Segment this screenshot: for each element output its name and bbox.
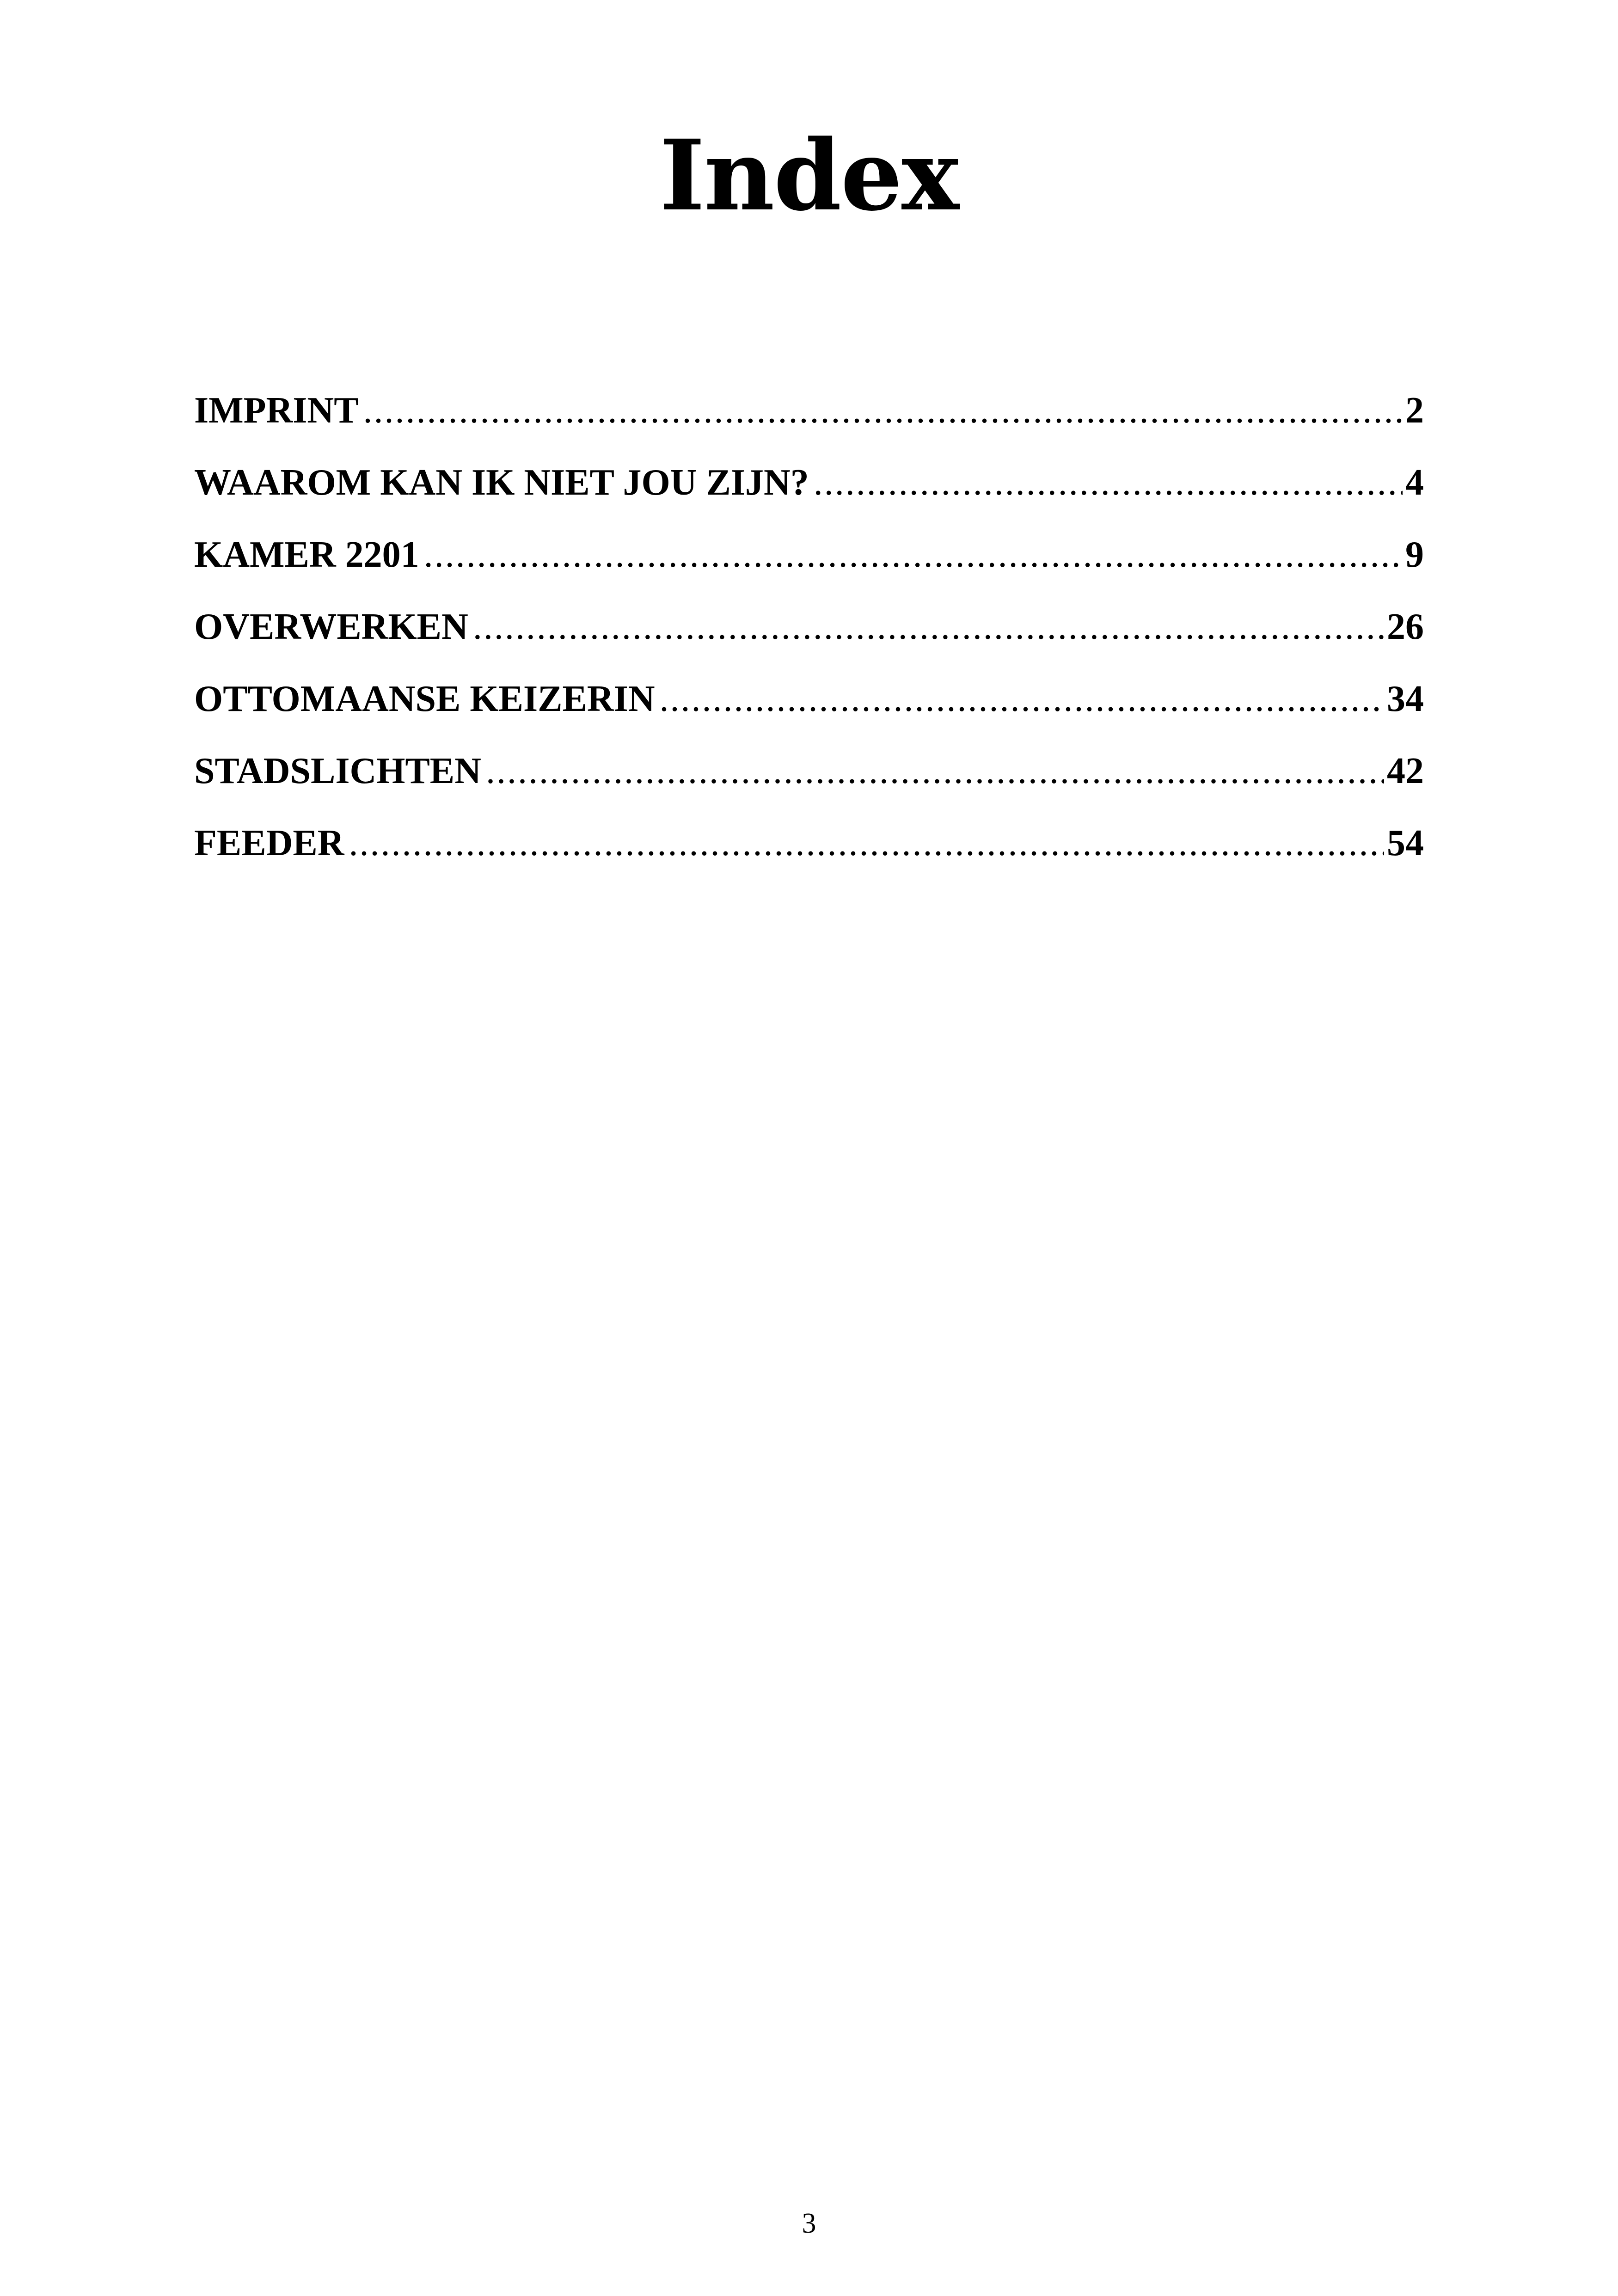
toc-dot-leader — [814, 447, 1403, 519]
toc-entry-title: FEEDER — [194, 823, 344, 863]
toc-entry-page: 9 — [1405, 534, 1424, 575]
toc-entry-page: 26 — [1387, 606, 1424, 647]
toc-entry-stadslichten[interactable] — [194, 735, 1424, 807]
toc-entry-page: 42 — [1387, 751, 1424, 791]
toc-entry-title: IMPRINT — [194, 390, 359, 431]
toc-dot-leader — [424, 519, 1403, 591]
toc-entry-feeder[interactable] — [194, 807, 1424, 879]
toc-entry-title: OTTOMAANSE KEIZERIN — [194, 679, 655, 719]
toc-entry-title: KAMER 2201 — [194, 534, 419, 575]
toc-entry-page: 2 — [1405, 390, 1424, 431]
toc-entry-title: OVERWERKEN — [194, 606, 468, 647]
toc-entry-kamer-2201[interactable] — [194, 519, 1424, 591]
toc-entry-page: 4 — [1405, 462, 1424, 503]
toc-dot-leader — [473, 591, 1384, 663]
toc-entry-imprint[interactable] — [194, 374, 1424, 447]
toc-dot-leader — [363, 374, 1403, 447]
page-number: 3 — [802, 2208, 816, 2239]
toc-entry-ottomaanse-keizerin[interactable] — [194, 663, 1424, 735]
page-title: Index — [659, 118, 959, 233]
toc-entry-page: 34 — [1387, 679, 1424, 719]
toc-dot-leader — [660, 663, 1384, 735]
toc-entry-waarom-kan-ik-niet-jou-zijn[interactable] — [194, 447, 1424, 519]
toc-entry-page: 54 — [1387, 823, 1424, 863]
table-of-contents — [194, 374, 1424, 879]
toc-entry-title: WAAROM KAN IK NIET JOU ZIJN? — [194, 462, 809, 503]
toc-entry-overwerken[interactable] — [194, 591, 1424, 663]
toc-dot-leader — [349, 807, 1385, 879]
toc-dot-leader — [486, 735, 1384, 807]
toc-entry-title: STADSLICHTEN — [194, 751, 481, 791]
